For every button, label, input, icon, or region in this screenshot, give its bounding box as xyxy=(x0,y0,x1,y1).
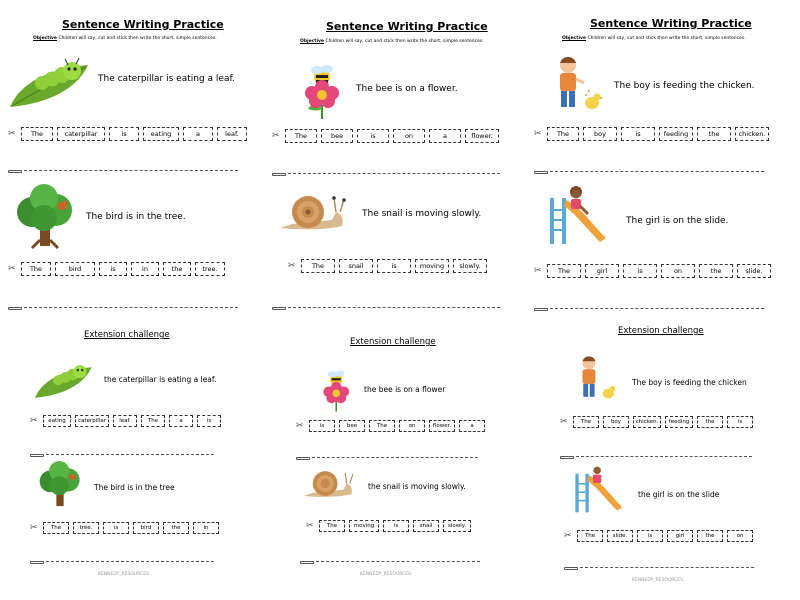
writing-line[interactable] xyxy=(30,447,214,455)
sentence-1: The boy is feeding the chicken. xyxy=(614,81,755,91)
sentence-1: The bee is on a flower. xyxy=(356,84,458,94)
word-card[interactable]: the xyxy=(699,264,733,278)
sentence-2: The bird is in the tree. xyxy=(86,212,186,222)
scissors-icon: ✂ xyxy=(560,416,568,427)
word-card[interactable]: The xyxy=(547,127,579,141)
word-card[interactable]: eating xyxy=(43,415,71,427)
word-card[interactable]: caterpillar xyxy=(75,415,109,427)
word-card[interactable]: moving xyxy=(349,520,379,532)
word-card[interactable]: is xyxy=(197,415,221,427)
bee-on-flower-picture xyxy=(298,55,348,121)
word-card[interactable]: the xyxy=(697,416,723,428)
pencil-icon xyxy=(272,173,286,176)
word-card[interactable]: slide. xyxy=(607,530,633,542)
word-strip xyxy=(296,420,485,432)
scissors-icon: ✂ xyxy=(564,530,572,541)
word-strip xyxy=(272,129,499,143)
word-card[interactable]: the xyxy=(697,530,723,542)
word-card[interactable]: The xyxy=(319,520,345,532)
word-card[interactable]: a xyxy=(429,129,461,143)
word-card[interactable]: girl xyxy=(667,530,693,542)
word-card[interactable]: girl xyxy=(585,264,619,278)
watermark: KENNEDY_RESOURCES xyxy=(98,572,149,577)
word-card[interactable]: boy xyxy=(583,127,617,141)
word-card[interactable]: in xyxy=(193,522,219,534)
objective-line xyxy=(562,36,746,41)
word-card[interactable]: bee xyxy=(321,129,353,143)
extension-title: Extension challenge xyxy=(350,337,436,347)
word-card[interactable]: snail xyxy=(339,259,373,273)
writing-line[interactable] xyxy=(8,163,238,171)
word-card[interactable]: tree. xyxy=(73,522,99,534)
word-card[interactable]: The xyxy=(301,259,335,273)
word-card[interactable]: The xyxy=(547,264,581,278)
writing-line[interactable] xyxy=(272,300,500,308)
page-title: Sentence Writing Practice xyxy=(326,20,488,33)
word-card[interactable]: on xyxy=(393,129,425,143)
word-card[interactable]: is xyxy=(309,420,335,432)
extension-sentence-1: The boy is feeding the chicken xyxy=(632,378,747,387)
scissors-icon: ✂ xyxy=(8,263,16,274)
objective-line xyxy=(33,36,217,41)
word-card[interactable]: bird xyxy=(55,262,95,276)
word-strip xyxy=(288,259,487,273)
word-card[interactable]: The xyxy=(577,530,603,542)
pencil-icon xyxy=(564,567,578,570)
extension-sentence-2: the snail is moving slowly. xyxy=(368,482,466,491)
word-strip xyxy=(560,416,753,428)
snail-picture xyxy=(302,468,356,499)
scissors-icon: ✂ xyxy=(30,522,38,533)
word-card[interactable]: bird xyxy=(133,522,159,534)
boy-feeding-chicken-picture xyxy=(552,55,604,115)
word-card[interactable]: boy xyxy=(603,416,629,428)
word-card[interactable]: on xyxy=(399,420,425,432)
word-card[interactable]: is xyxy=(637,530,663,542)
word-strip xyxy=(30,415,221,427)
bee-on-flower-picture xyxy=(318,362,356,414)
writing-line[interactable] xyxy=(272,166,500,174)
scissors-icon: ✂ xyxy=(8,128,16,139)
word-card[interactable]: a xyxy=(459,420,485,432)
watermark: KENNEDY_RESOURCES xyxy=(360,572,411,577)
boy-feeding-chicken-picture xyxy=(576,354,618,404)
extension-sentence-1: the caterpillar is eating a leaf. xyxy=(104,375,217,384)
pencil-icon xyxy=(534,308,548,311)
scissors-icon: ✂ xyxy=(30,415,38,426)
word-card[interactable]: chicken. xyxy=(735,127,769,141)
word-card[interactable]: flower. xyxy=(465,129,499,143)
pencil-icon xyxy=(300,561,314,564)
word-strip xyxy=(534,264,771,278)
scissors-icon: ✂ xyxy=(534,128,542,139)
pencil-icon xyxy=(560,456,574,459)
writing-line[interactable] xyxy=(560,449,752,457)
word-card[interactable]: The xyxy=(141,415,165,427)
objective-text: Children will say, cut and stick then write the short, simple sentences. xyxy=(587,36,746,41)
word-strip xyxy=(8,127,247,141)
word-card[interactable]: flower. xyxy=(429,420,455,432)
pencil-icon xyxy=(272,307,286,310)
word-card[interactable]: is xyxy=(109,127,139,141)
word-strip xyxy=(534,127,769,141)
extension-title: Extension challenge xyxy=(84,330,170,340)
page-title: Sentence Writing Practice xyxy=(62,18,224,31)
word-card[interactable]: caterpillar xyxy=(57,127,105,141)
word-card[interactable]: slowly. xyxy=(453,259,487,273)
bird-in-tree-picture xyxy=(36,460,84,510)
word-card[interactable]: feeding xyxy=(665,416,693,428)
word-card[interactable]: leaf. xyxy=(113,415,137,427)
word-card[interactable]: leaf. xyxy=(217,127,247,141)
writing-line[interactable] xyxy=(8,300,238,308)
word-card[interactable]: a xyxy=(183,127,213,141)
girl-on-slide-picture xyxy=(546,184,608,246)
pencil-icon xyxy=(8,170,22,173)
word-card[interactable]: The xyxy=(369,420,395,432)
word-card[interactable]: a xyxy=(169,415,193,427)
extension-title: Extension challenge xyxy=(618,326,704,336)
word-card[interactable]: on xyxy=(727,530,753,542)
word-strip xyxy=(306,520,471,532)
caterpillar-on-leaf-picture xyxy=(32,360,96,400)
word-card[interactable]: the xyxy=(697,127,731,141)
extension-sentence-1: the bee is on a flower xyxy=(364,385,446,394)
word-card[interactable]: The xyxy=(21,127,53,141)
word-card[interactable]: feeding xyxy=(659,127,693,141)
scissors-icon: ✂ xyxy=(534,265,542,276)
word-card[interactable]: The xyxy=(21,262,51,276)
scissors-icon: ✂ xyxy=(288,260,296,271)
word-card[interactable]: in xyxy=(131,262,159,276)
writing-line[interactable] xyxy=(296,450,478,458)
page-title: Sentence Writing Practice xyxy=(590,17,752,30)
sentence-2: The girl is on the slide. xyxy=(626,216,729,226)
pencil-icon xyxy=(8,307,22,310)
objective-label: Objective xyxy=(300,39,324,44)
word-card[interactable]: moving xyxy=(415,259,449,273)
word-card[interactable]: eating xyxy=(143,127,179,141)
word-card[interactable]: The xyxy=(573,416,599,428)
word-card[interactable]: is xyxy=(357,129,389,143)
sentence-1: The caterpillar is eating a leaf. xyxy=(98,74,235,84)
objective-label: Objective xyxy=(33,36,57,41)
pencil-icon xyxy=(30,561,44,564)
girl-on-slide-picture xyxy=(572,462,624,514)
word-strip xyxy=(564,530,753,542)
word-strip xyxy=(30,522,219,534)
word-card[interactable]: The xyxy=(285,129,317,143)
word-card[interactable]: bee xyxy=(339,420,365,432)
word-card[interactable]: is xyxy=(377,259,411,273)
word-card[interactable]: the xyxy=(163,262,191,276)
objective-label: Objective xyxy=(562,36,586,41)
word-card[interactable]: is xyxy=(727,416,753,428)
word-card[interactable]: slide. xyxy=(737,264,771,278)
bird-in-tree-picture xyxy=(12,184,78,250)
pencil-icon xyxy=(30,454,44,457)
objective-text: Children will say, cut and stick then write the short, simple sentences. xyxy=(325,39,484,44)
writing-line[interactable] xyxy=(534,301,764,309)
pencil-icon xyxy=(296,457,310,460)
caterpillar-on-leaf-picture xyxy=(8,55,92,110)
word-card[interactable]: on xyxy=(661,264,695,278)
extension-sentence-2: The bird is in the tree xyxy=(94,483,175,492)
word-card[interactable]: The xyxy=(43,522,69,534)
word-card[interactable]: is xyxy=(621,127,655,141)
word-card[interactable]: tree. xyxy=(195,262,225,276)
snail-picture xyxy=(278,192,348,232)
objective-text: Children will say, cut and stick then write the short, simple sentences. xyxy=(58,36,217,41)
watermark: KENNEDY_RESOURCES xyxy=(632,578,683,583)
word-card[interactable]: snail xyxy=(413,520,439,532)
word-card[interactable]: the xyxy=(163,522,189,534)
writing-line[interactable] xyxy=(564,560,754,568)
extension-sentence-2: the girl is on the slide xyxy=(638,490,720,499)
word-card[interactable]: slowly. xyxy=(443,520,471,532)
scissors-icon: ✂ xyxy=(296,420,304,431)
writing-line[interactable] xyxy=(30,554,214,562)
objective-line xyxy=(300,39,484,44)
word-card[interactable]: is xyxy=(383,520,409,532)
writing-line[interactable] xyxy=(300,554,480,562)
word-card[interactable]: is xyxy=(103,522,129,534)
scissors-icon: ✂ xyxy=(306,520,314,531)
word-card[interactable]: is xyxy=(623,264,657,278)
word-card[interactable]: is xyxy=(99,262,127,276)
sentence-2: The snail is moving slowly. xyxy=(362,209,482,219)
word-card[interactable]: chicken. xyxy=(633,416,661,428)
word-strip xyxy=(8,262,225,276)
writing-line[interactable] xyxy=(534,164,764,172)
pencil-icon xyxy=(534,171,548,174)
scissors-icon: ✂ xyxy=(272,130,280,141)
